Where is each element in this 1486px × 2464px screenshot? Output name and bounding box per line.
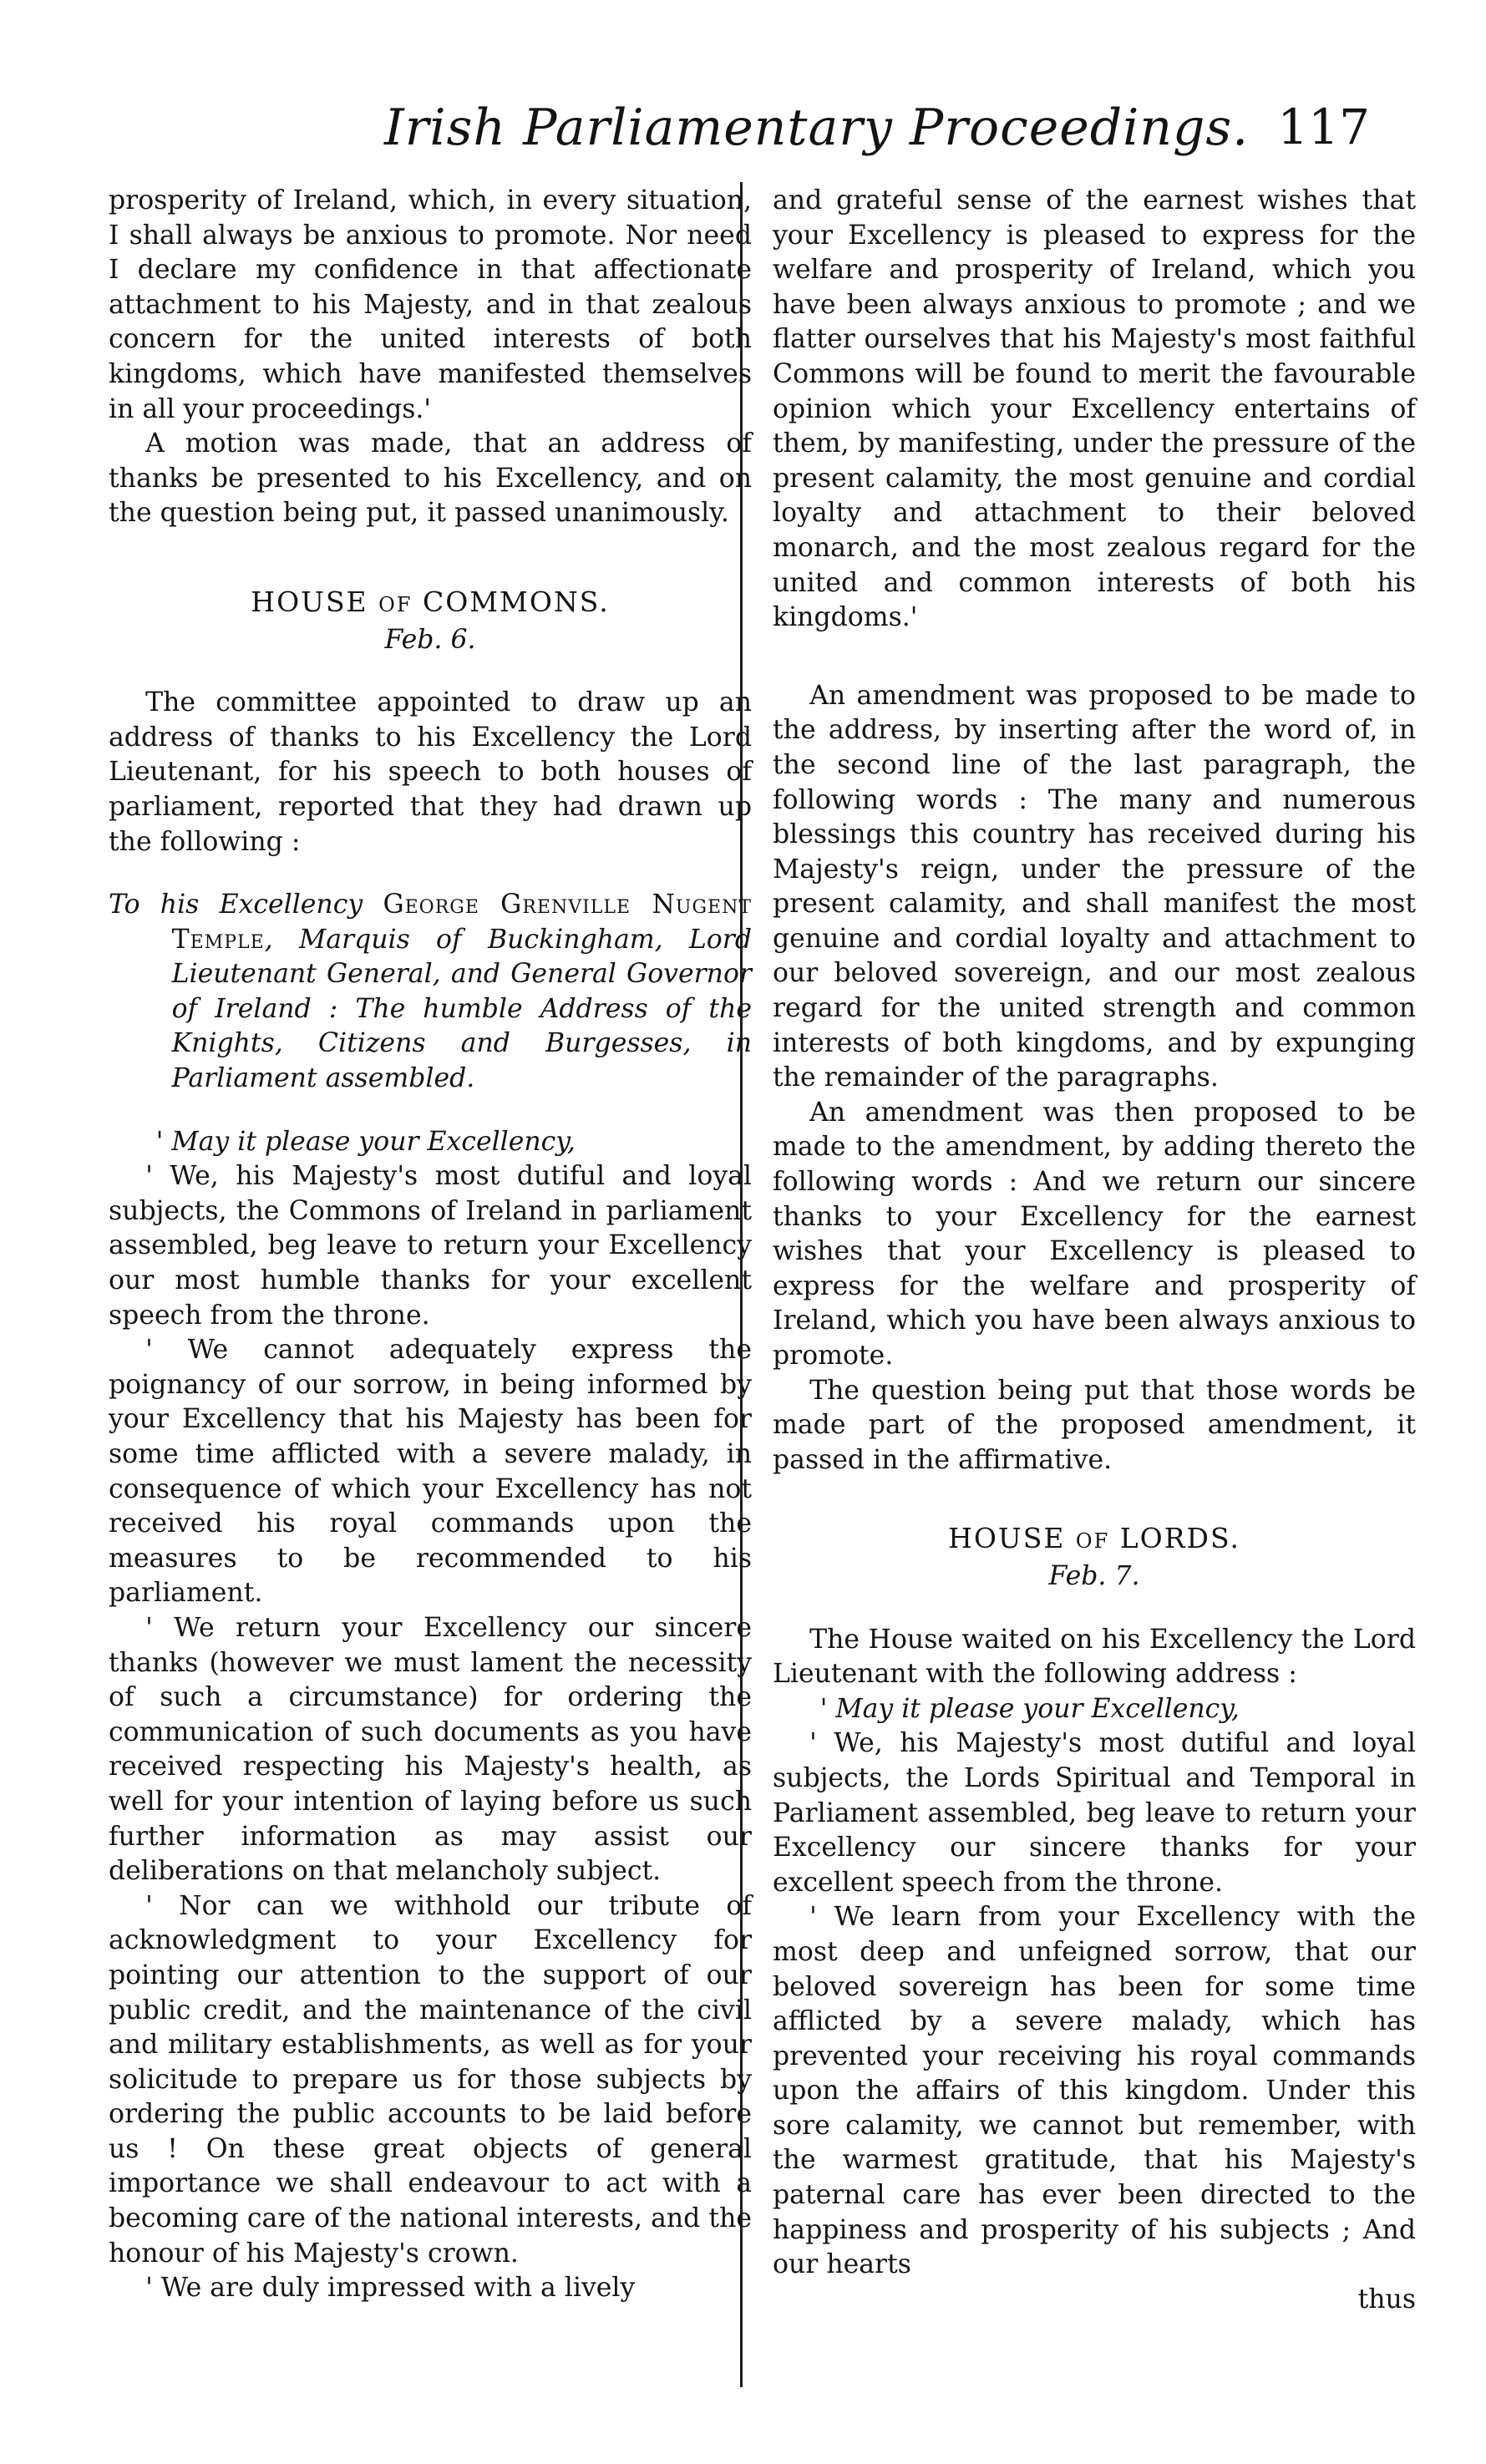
running-title: Irish Parliamentary Proceedings. <box>384 99 1250 157</box>
date-line: Feb. 7. <box>1048 1560 1140 1591</box>
paragraph: A motion was made, that an address of thanks be presented to his Excellency, and on the question being put, it passed unanimously. <box>109 428 752 529</box>
paragraph: ' We are duly impressed with a lively <box>145 2273 636 2304</box>
left-column <box>109 184 752 2306</box>
paragraph: The committee appointed to draw up an address of thanks to his Excellency the Lord Lieutenant, for his speech to both houses of parliament, reported that they had drawn up the following : <box>109 687 752 857</box>
section-heading-commons: HOUSE OF COMMONS. <box>251 585 610 618</box>
paragraph: The House waited on his Excellency the Lord Lieutenant with the following address : <box>773 1624 1416 1690</box>
paragraph: An amendment was proposed to be made to the address, by inserting after the word of, in the second line of the last paragraph, the following words : The many and numerous blessings this country has received during his Majesty's reign, under the pressure of the present calamity, and shall manifest the most genuine and cordial loyalty and attachment to our beloved sovereign, and our most zealous regard for the united strength and common interests of both kingdoms, and by expunging the remainder of the paragraphs. <box>773 680 1416 1093</box>
paragraph: and grateful sense of the earnest wishes that your Excellency is pleased to express for the welfare and prosperity of Ireland, which you have been always anxious to promote ; and we flatter ourselves that his Majesty's most faithful Commons will be found to merit the favourable opinion which your Excellency entertains of them, by manifesting, under the pressure of the present calamity, the most genuine and cordial loyalty and attachment to their beloved monarch, and the most zealous regard for the united and common interests of both his kingdoms.' <box>773 185 1416 633</box>
paragraph: prosperity of Ireland, which, in every situation, I shall always be anxious to promote. Nor need I declare my confidence in that affectionate attachment to his Majesty, and in that zealous concern for the united interests of both kingdoms, which have manifested themselves in all your proceedings.' <box>109 185 752 424</box>
paragraph: ' We, his Majesty's most dutiful and loyal subjects, the Commons of Ireland in parliament assembled, beg leave to return your Excellency our most humble thanks for your excellent speech from the throne. <box>109 1161 752 1331</box>
paragraph: ' Nor can we withhold our tribute of acknowledgment to your Excellency for pointing our attention to the support of our public credit, and the maintenance of the civil and military establishments, as well as for your solicitude to prepare us for those subjects by ordering the public accounts to be laid before us ! On these great objects of general importance we shall endeavour to act with a becoming care of the national interests, and the honour of his Majesty's crown. <box>109 1890 752 2269</box>
catchword: thus <box>1357 2284 1416 2314</box>
paragraph: ' We learn from your Excellency with the most deep and unfeigned sorrow, that our beloved sovereign has been for some time afflicted by a severe malady, which has prevented your receiving his royal commands upon the affairs of this kingdom. Under this sore calamity, we cannot but remember, with the warmest gratitude, that his Majesty's paternal care has ever been directed to the happiness and prosperity of his subjects ; And our hearts <box>773 1902 1416 2280</box>
paragraph: ' We, his Majesty's most dutiful and loyal subjects, the Lords Spiritual and Temporal in Parliament assembled, beg leave to return your Excellency our sincere thanks for your excellent speech from the throne. <box>773 1728 1416 1898</box>
right-column <box>773 184 1416 2317</box>
salutation: ' May it please your Excellency, <box>155 1126 576 1157</box>
page-number: 117 <box>1277 99 1370 155</box>
date-line: Feb. 6. <box>384 624 476 655</box>
paragraph: ' We return your Excellency our sincere thanks (however we must lament the necessity of such a circumstance) for ordering the communication of such documents as you have received respecting his Majesty's health, as well for your intention of laying before us such further information as may assist our deliberations on that melancholy subject. <box>109 1612 752 1887</box>
paragraph: The question being put that those words be made part of the proposed amendment, it passed in the affirmative. <box>773 1375 1416 1475</box>
section-heading-lords: HOUSE OF LORDS. <box>948 1522 1240 1555</box>
address-title: To his Excellency George Grenville Nugent Temple, Marquis of Buckingham, Lord Lieutenant General, and General Governor of Ireland : The humble Address of the Knights, Citizens and Burgesses, in Parliament assembled. <box>109 890 753 1094</box>
salutation: ' May it please your Excellency, <box>819 1693 1240 1724</box>
paragraph: ' We cannot adequately express the poignancy of our sorrow, in being informed by your Excellency that his Majesty has been for some time afflicted with a severe malady, in consequence of which your Excellency has not received his royal commands upon the measures to be recommended to his parliament. <box>109 1335 752 1609</box>
page-header <box>384 99 1370 157</box>
paragraph: An amendment was then proposed to be made to the amendment, by adding thereto the following words : And we return our sincere thanks to your Excellency for the earnest wishes that your Excellency is pleased to express for the welfare and prosperity of Ireland, which you have been always anxious to promote. <box>773 1097 1416 1371</box>
